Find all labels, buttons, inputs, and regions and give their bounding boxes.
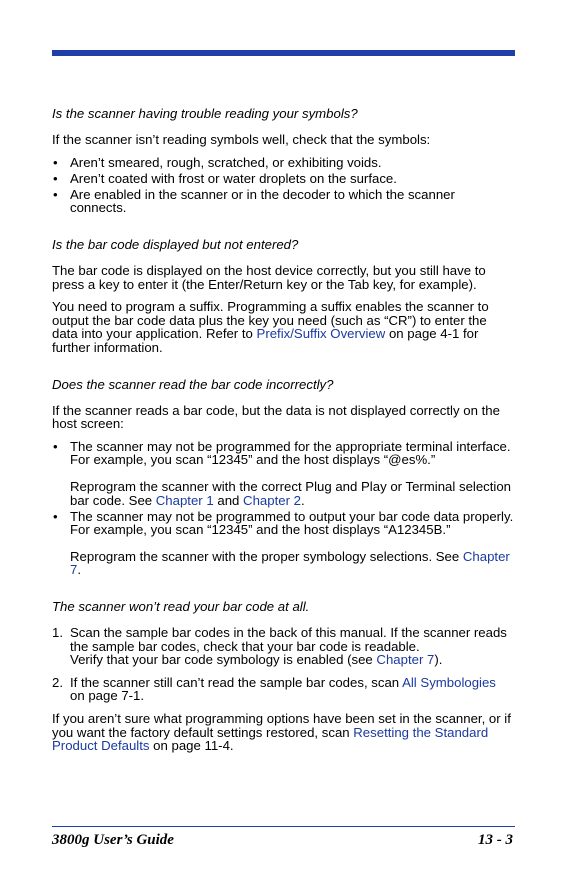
list-item (52, 626, 514, 667)
list-item (52, 676, 514, 703)
section-heading: Does the scanner read the bar code incorrectly? (52, 376, 334, 392)
text: If the scanner still can’t read the sample bar codes, scan (70, 674, 403, 690)
footer-guide-title: 3800g User’s Guide (52, 832, 174, 848)
section-heading: Is the scanner having trouble reading your symbols? (52, 106, 358, 121)
paragraph (52, 300, 514, 354)
prefix-suffix-link[interactable]: Prefix/Suffix Overview (256, 326, 386, 342)
text: Verify that your bar code symbology is enabled (see (70, 652, 377, 668)
text: . (77, 562, 82, 578)
item-text: Scan the sample bar codes in the back of this manual. If the scanner reads the sample bar codes, check that your bar code is readable. (70, 624, 507, 654)
chapter-7-link[interactable]: Chapter 7 (70, 548, 510, 578)
list-item: • Aren’t coated with frost or water droplets on the surface. (52, 172, 514, 186)
section-wont-read (52, 599, 514, 753)
all-symbologies-link[interactable]: All Symbologies (402, 674, 496, 690)
footer-rule (52, 826, 515, 827)
step-number: 2. (52, 674, 63, 690)
section-trouble-reading (52, 106, 514, 215)
item-verify (70, 653, 514, 667)
text: on page 7-1. (70, 688, 145, 704)
text: . (300, 492, 305, 508)
list-item (52, 510, 514, 577)
text: and (213, 492, 244, 508)
item-fix (70, 550, 514, 577)
item-text (70, 676, 514, 703)
paragraph (52, 712, 514, 753)
text: on page 11-4. (149, 738, 234, 754)
chapter-7-link[interactable]: Chapter 7 (376, 652, 435, 668)
text: on page 4-1 for further information. (52, 326, 479, 355)
reset-defaults-link[interactable]: Resetting the Standard Product Defaults (52, 724, 489, 754)
paragraph: The bar code is displayed on the host device correctly, but you still have to press a key to enter it (the Enter/Return key or the Tab key, for example). (52, 262, 486, 292)
footer-page-number: 13 - 3 (478, 832, 513, 848)
text: If you aren’t sure what programming options have been set in the scanner, or if you want the factory default settings restored, scan (52, 710, 511, 740)
item-fix (70, 480, 514, 507)
symbol-checklist (52, 156, 514, 215)
list-item: • Aren’t smeared, rough, scratched, or exhibiting voids. (52, 156, 514, 170)
section-not-entered (52, 237, 514, 355)
section-intro: If the scanner isn’t reading symbols well, check that the symbols: (52, 132, 431, 147)
text: Reprogram the scanner with the proper symbology selections. See (70, 548, 463, 564)
section-reads-incorrectly (52, 377, 514, 577)
list-item (52, 440, 514, 507)
chapter-2-link[interactable]: Chapter 2 (243, 492, 301, 508)
step-number: 1. (52, 624, 63, 640)
page-content (52, 106, 514, 775)
text: You need to program a suffix. Programming a suffix enables the scanner to output the bar code data plus the key you need (such as “CR”) to enter the data into your application. Refer to (52, 299, 489, 342)
header-rule (52, 50, 515, 56)
steps-list (52, 626, 514, 703)
item-text: • The scanner may not be programmed for the appropriate terminal interface. For example, you scan “12345” and the host displays “@es%.” (70, 438, 511, 468)
item-text: • The scanner may not be programmed to output your bar code data properly. For example, you scan “12345” and the host displays “A12345B.” (70, 508, 514, 538)
section-intro: If the scanner reads a bar code, but the data is not displayed correctly on the host screen: (52, 402, 500, 432)
list-item: • Are enabled in the scanner or in the decoder to which the scanner connects. (52, 188, 514, 215)
chapter-1-link[interactable]: Chapter 1 (155, 492, 214, 508)
section-heading: The scanner won’t read your bar code at all. (52, 598, 310, 614)
text: Reprogram the scanner with the correct Plug and Play or Terminal selection bar code. See (70, 478, 512, 508)
text: ). (434, 652, 443, 668)
causes-list (52, 440, 514, 577)
section-heading: Is the bar code displayed but not entered? (52, 236, 299, 252)
